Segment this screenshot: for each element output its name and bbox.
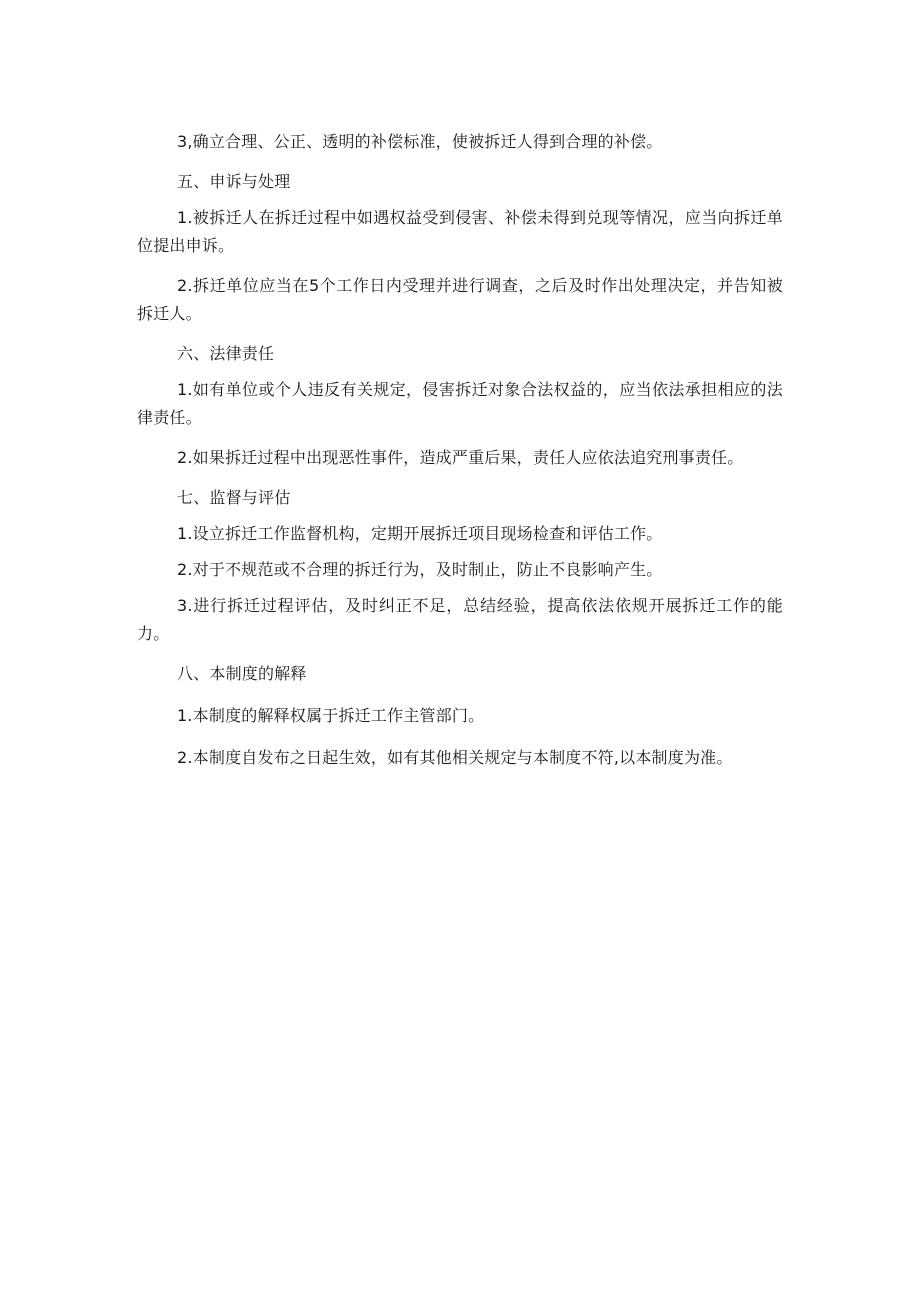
section-heading-interpretation: 八、本制度的解释 (177, 664, 307, 683)
section-heading-legal-liability: 六、法律责任 (177, 344, 275, 363)
section-heading-appeal: 五、申诉与处理 (177, 172, 291, 191)
section-heading-supervision: 七、监督与评估 (177, 488, 291, 507)
supervision-item-2: 2.对于不规范或不合理的拆迁行为，及时制止，防止不良影响产生。 (177, 560, 663, 579)
appeal-item-2: 2.拆迁单位应当在5个工作日内受理并进行调查，之后及时作出处理决定，并告知被拆迁人。 (137, 276, 783, 323)
interpretation-item-2: 2.本制度自发布之日起生效，如有其他相关规定与本制度不符,以本制度为准。 (177, 748, 733, 767)
interpretation-item-1: 1.本制度的解释权属于拆迁工作主管部门。 (177, 706, 485, 725)
supervision-item-1: 1.设立拆迁工作监督机构，定期开展拆迁项目现场检查和评估工作。 (177, 524, 663, 543)
legal-liability-item-2: 2.如果拆迁过程中出现恶性事件，造成严重后果，责任人应依法追究刑事责任。 (177, 448, 744, 467)
compensation-standard-paragraph: 3,确立合理、公正、透明的补偿标准，使被拆迁人得到合理的补偿。 (177, 132, 663, 151)
legal-liability-item-1: 1.如有单位或个人违反有关规定，侵害拆迁对象合法权益的，应当依法承担相应的法律责任。 (137, 380, 783, 427)
supervision-item-3: 3.进行拆迁过程评估，及时纠正不足，总结经验，提高依法依规开展拆迁工作的能力。 (137, 596, 783, 643)
appeal-item-1: 1.被拆迁人在拆迁过程中如遇权益受到侵害、补偿未得到兑现等情况，应当向拆迁单位提出申诉。 (137, 208, 783, 255)
document-body (137, 128, 783, 772)
